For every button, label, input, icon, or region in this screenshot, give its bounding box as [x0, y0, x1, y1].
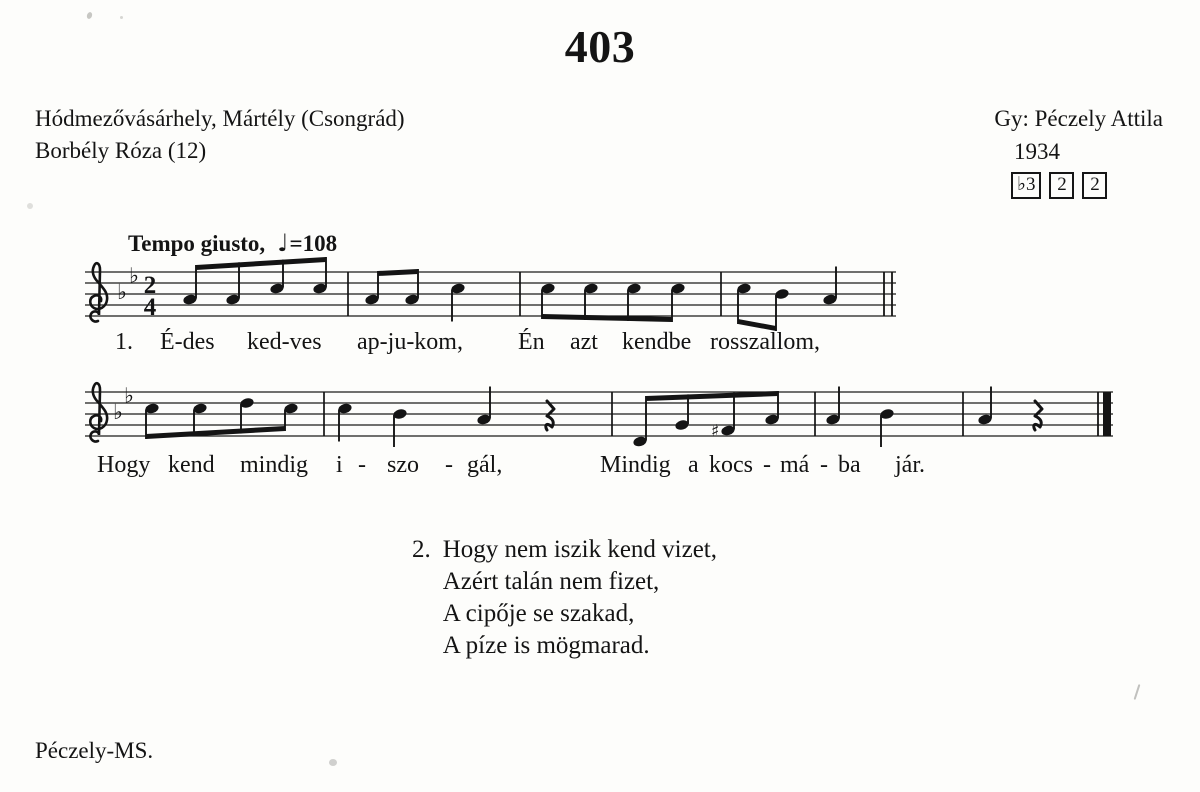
lyrics-line-1 — [0, 330, 1200, 360]
staff-1 — [85, 257, 896, 331]
time-signature: 2 — [143, 272, 157, 299]
lyric-token: i — [336, 452, 343, 478]
lyric-token: ba — [838, 452, 861, 478]
lyric-token: É-des — [160, 329, 215, 355]
flat-icon: ♭ — [113, 400, 123, 424]
lyric-token: kendbe — [622, 329, 692, 355]
lyric-token: ap-ju-kom, — [357, 329, 463, 355]
beam — [146, 426, 285, 439]
beam — [196, 257, 326, 270]
cadence-box: 2 — [1049, 172, 1074, 199]
verse-line: A píze is mögmarad. — [442, 632, 650, 659]
collection-year: 1934 — [1014, 139, 1060, 164]
lyric-token: jár. — [895, 452, 925, 478]
verse-number: 2. — [412, 536, 431, 563]
staff-2 — [85, 383, 1113, 448]
lyric-token: kend — [168, 452, 215, 478]
lyric-token: ked-ves — [247, 329, 322, 355]
collector-line: Gy: Péczely Attila — [994, 106, 1163, 131]
lyrics-line-2 — [0, 453, 1200, 483]
lyric-token: rosszallom, — [710, 329, 820, 355]
lyric-token: azt — [570, 329, 598, 355]
lyric-token: Én — [518, 329, 545, 355]
verse-line: Azért talán nem fizet, — [442, 568, 660, 595]
lyric-token: má — [780, 452, 810, 478]
lyric-token: kocs — [709, 452, 753, 478]
flat-icon: ♭ — [117, 280, 127, 304]
scan-speck — [27, 203, 33, 209]
cadence-box: 2 — [1082, 172, 1107, 199]
flat-icon: ♭ — [129, 263, 139, 288]
lyric-token: - — [820, 452, 828, 478]
tempo-text: Tempo giusto, — [128, 231, 266, 256]
lyric-token: Mindig — [600, 452, 671, 478]
lyric-token: szo — [387, 452, 419, 478]
sharp-icon: ♯ — [711, 421, 720, 442]
scan-speck — [329, 759, 337, 766]
beam — [542, 314, 672, 322]
lyric-token: mindig — [240, 452, 309, 478]
time-signature: 4 — [143, 294, 157, 321]
lyric-token: - — [763, 452, 771, 478]
quarter-note-icon: ♩ — [277, 229, 289, 257]
cadence-box: ♭3 — [1011, 172, 1041, 199]
location-line: Hódmezővásárhely, Mártély (Csongrád) — [35, 106, 405, 131]
lyric-token: - — [445, 452, 453, 478]
lyric-token: a — [688, 452, 699, 478]
verse-number: 1. — [115, 329, 133, 355]
page-number: 403 — [564, 21, 636, 72]
verse-line: A cipője se szakad, — [442, 600, 635, 627]
source-note: Péczely-MS. — [35, 738, 154, 763]
quarter-rest-icon — [1034, 401, 1042, 430]
performer-line: Borbély Róza (12) — [35, 138, 207, 163]
lyric-token: - — [358, 452, 366, 478]
verse-line: Hogy nem iszik kend vizet, — [442, 536, 717, 563]
scan-speck — [120, 16, 123, 19]
beam — [378, 269, 418, 276]
verse-2 — [412, 534, 717, 662]
tempo-value: =108 — [289, 231, 338, 256]
lyric-token: gál, — [467, 452, 503, 478]
lyric-token: Hogy — [97, 452, 151, 478]
quarter-rest-icon — [546, 401, 554, 430]
verse-lines — [443, 534, 717, 662]
flat-icon: ♭ — [124, 383, 134, 408]
